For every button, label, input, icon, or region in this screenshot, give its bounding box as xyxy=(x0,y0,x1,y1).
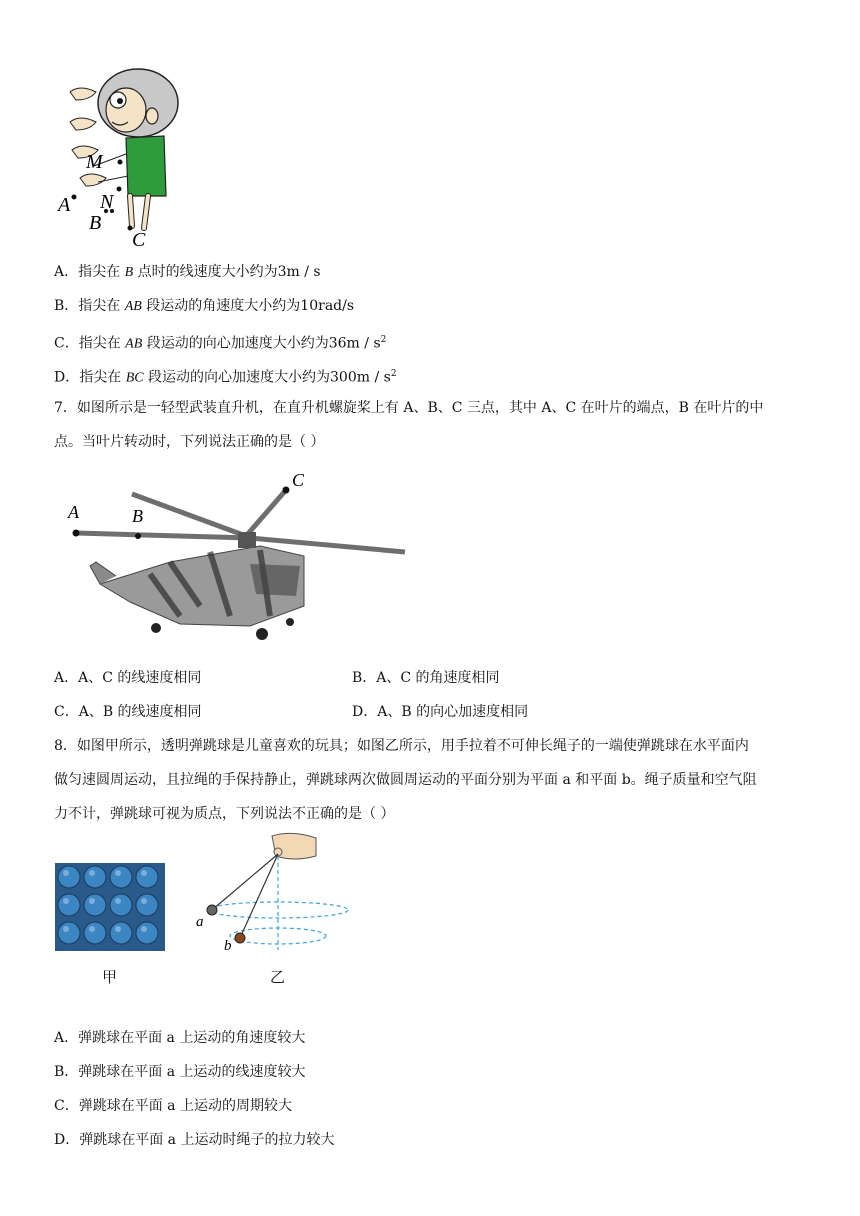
option-text: 段运动的向心加速度大小约为300m / s xyxy=(143,369,391,386)
q7-stem-line2: 点。当叶片转动时，下列说法正确的是（ ） xyxy=(54,434,325,450)
q6-option-b xyxy=(54,296,354,317)
option-text: 指尖在 xyxy=(78,264,125,280)
caption-jia: 甲 xyxy=(102,968,118,986)
q8-option-a: A．弹跳球在平面 a 上运动的角速度较大 xyxy=(54,1030,306,1046)
q7-option-b: B．A、C 的角速度相同 xyxy=(352,670,500,686)
q6-option-d xyxy=(54,364,397,389)
option-sup: 2 xyxy=(390,369,397,379)
option-text: 指尖在 xyxy=(78,335,126,352)
option-text: 点时的线速度大小约为3m / s xyxy=(133,264,321,280)
q8-option-d: D．弹跳球在平面 a 上运动时绳子的拉力较大 xyxy=(54,1132,335,1148)
option-label: A． xyxy=(54,264,79,280)
option-text: 指尖在 xyxy=(78,298,125,314)
boy-hand-figure xyxy=(56,58,196,250)
label-B: B xyxy=(132,506,143,526)
bouncy-balls-photo xyxy=(55,863,165,951)
option-label: D． xyxy=(54,369,80,386)
label-a: a xyxy=(196,914,204,930)
label-B: B xyxy=(89,212,102,234)
conical-pendulum-figure xyxy=(192,830,362,960)
label-C: C xyxy=(132,229,146,250)
helicopter-figure xyxy=(60,466,410,650)
q6-option-c xyxy=(54,330,386,355)
q7-stem-line1: 7．如图所示是一轻型武装直升机，在直升机螺旋桨上有 A、B、C 三点，其中 A、C 在叶片的端点，B 在叶片的中 xyxy=(54,400,764,416)
option-label: C． xyxy=(54,335,79,352)
option-var: AB xyxy=(125,336,143,352)
option-label: B． xyxy=(54,298,79,314)
label-A: A xyxy=(58,194,71,216)
q7-option-d: D．A、B 的向心加速度相同 xyxy=(352,704,529,720)
option-var: B xyxy=(124,265,134,280)
label-N: N xyxy=(100,191,114,213)
label-C: C xyxy=(292,470,305,490)
caption-yi: 乙 xyxy=(270,968,286,986)
option-sup: 2 xyxy=(380,335,387,345)
q7-option-c: C．A、B 的线速度相同 xyxy=(54,704,202,720)
q8-stem-line2: 做匀速圆周运动，且拉绳的手保持静止，弹跳球两次做圆周运动的平面分别为平面 a 和平面 b。绳子质量和空气阻 xyxy=(54,772,757,788)
option-text: 段运动的向心加速度大小约为36m / s xyxy=(142,335,381,352)
option-var: AB xyxy=(124,299,142,314)
q6-option-a xyxy=(54,262,321,283)
q8-stem-line1: 8．如图甲所示，透明弹跳球是儿童喜欢的玩具；如图乙所示，用手拉着不可伸长绳子的一端使弹跳球在水平面内 xyxy=(54,738,749,754)
label-M: M xyxy=(86,151,103,173)
q8-option-b: B．弹跳球在平面 a 上运动的线速度较大 xyxy=(54,1064,306,1080)
label-A: A xyxy=(68,502,79,522)
option-text: 段运动的角速度大小约为10rad/s xyxy=(141,298,355,314)
label-b: b xyxy=(224,938,232,954)
q8-option-c: C．弹跳球在平面 a 上运动的周期较大 xyxy=(54,1098,292,1114)
q7-option-a: A．A、C 的线速度相同 xyxy=(54,670,202,686)
option-text: 指尖在 xyxy=(79,369,126,386)
q8-stem-line3: 力不计，弹跳球可视为质点，下列说法不正确的是（ ） xyxy=(54,806,395,822)
option-var: BC xyxy=(125,370,144,386)
